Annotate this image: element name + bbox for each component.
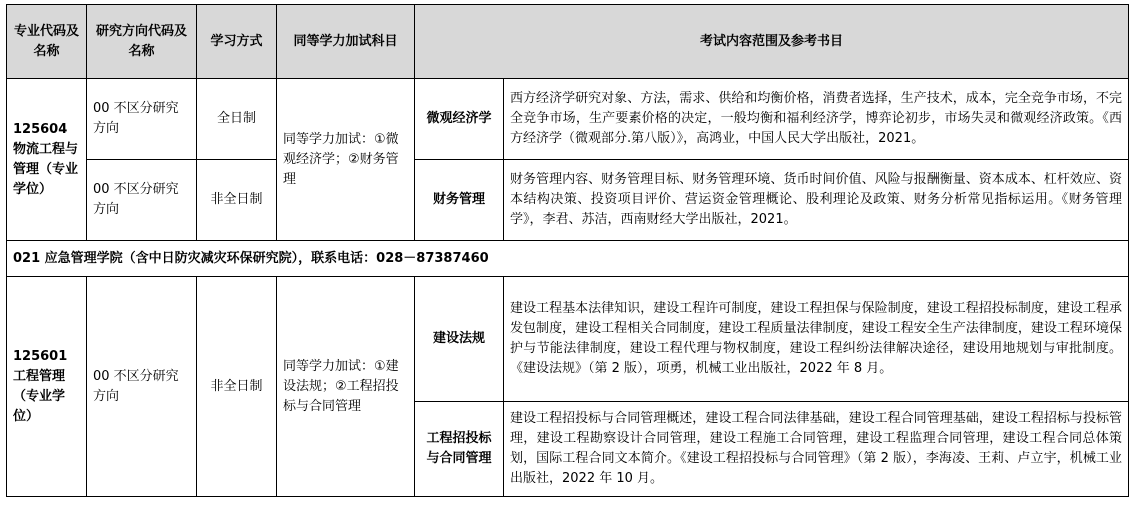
header-extra: 同等学力加试科目	[277, 5, 415, 79]
table-row	[7, 160, 1129, 241]
subject-desc: 西方经济学研究对象、方法，需求、供给和均衡价格，消费者选择，生产技术，成本，完全竞争市场，不完全竞争市场，生产要素价格的决定，一般均衡和福利经济学，博弈论初步，市场失灵和微观经济政策。《西方经济学（微观部分.第八版）》，高鸿业，中国人民大学出版社，2021。	[504, 79, 1129, 160]
header-content: 考试内容范围及参考书目	[415, 5, 1129, 79]
table-row	[7, 277, 1129, 402]
extra-cell: 同等学力加试：①微观经济学；②财务管理	[277, 79, 415, 241]
mode-cell: 非全日制	[197, 160, 277, 241]
mode-cell: 非全日制	[197, 277, 277, 497]
mode-cell: 全日制	[197, 79, 277, 160]
header-row	[7, 5, 1129, 79]
catalog-table	[6, 4, 1129, 497]
direction-cell: 00 不区分研究方向	[87, 79, 197, 160]
major-cell: 125604 物流工程与管理（专业学位）	[7, 79, 87, 241]
table-row	[7, 79, 1129, 160]
header-major: 专业代码及名称	[7, 5, 87, 79]
subject-desc: 建设工程招投标与合同管理概述，建设工程合同法律基础，建设工程合同管理基础，建设工程招标与投标管理，建设工程勘察设计合同管理，建设工程施工合同管理，建设工程监理合同管理，建设工程合同总体策划，国际工程合同文本简介。《建设工程招投标与合同管理》（第 2 版），李海凌、王莉、卢立宇，机械工业出版社，2022 年 10 月。	[504, 402, 1129, 497]
subject-name: 财务管理	[415, 160, 504, 241]
direction-cell: 00 不区分研究方向	[87, 160, 197, 241]
header-mode: 学习方式	[197, 5, 277, 79]
extra-cell: 同等学力加试：①建设法规；②工程招投标与合同管理	[277, 277, 415, 497]
section-title: 021 应急管理学院（含中日防灾减灾环保研究院），联系电话：028－87387460	[7, 241, 1129, 277]
subject-desc: 财务管理内容、财务管理目标、财务管理环境、货币时间价值、风险与报酬衡量、资本成本、杠杆效应、资本结构决策、投资项目评价、营运资金管理概论、股利理论及政策、财务分析常见指标运用。《财务管理学》，李君、苏洁，西南财经大学出版社，2021。	[504, 160, 1129, 241]
subject-name: 工程招投标与合同管理	[415, 402, 504, 497]
subject-desc: 建设工程基本法律知识，建设工程许可制度，建设工程担保与保险制度，建设工程招投标制度，建设工程承发包制度，建设工程相关合同制度，建设工程质量法律制度，建设工程安全生产法律制度，建设工程环境保护与节能法律制度，建设工程代理与物权制度，建设工程纠纷法律解决途径，建设用地规划与审批制度。《建设法规》（第 2 版），项勇，机械工业出版社，2022 年 8 月。	[504, 277, 1129, 402]
header-direction: 研究方向代码及名称	[87, 5, 197, 79]
subject-name: 微观经济学	[415, 79, 504, 160]
subject-name: 建设法规	[415, 277, 504, 402]
major-cell: 125601 工程管理（专业学位）	[7, 277, 87, 497]
section-row	[7, 241, 1129, 277]
direction-cell: 00 不区分研究方向	[87, 277, 197, 497]
